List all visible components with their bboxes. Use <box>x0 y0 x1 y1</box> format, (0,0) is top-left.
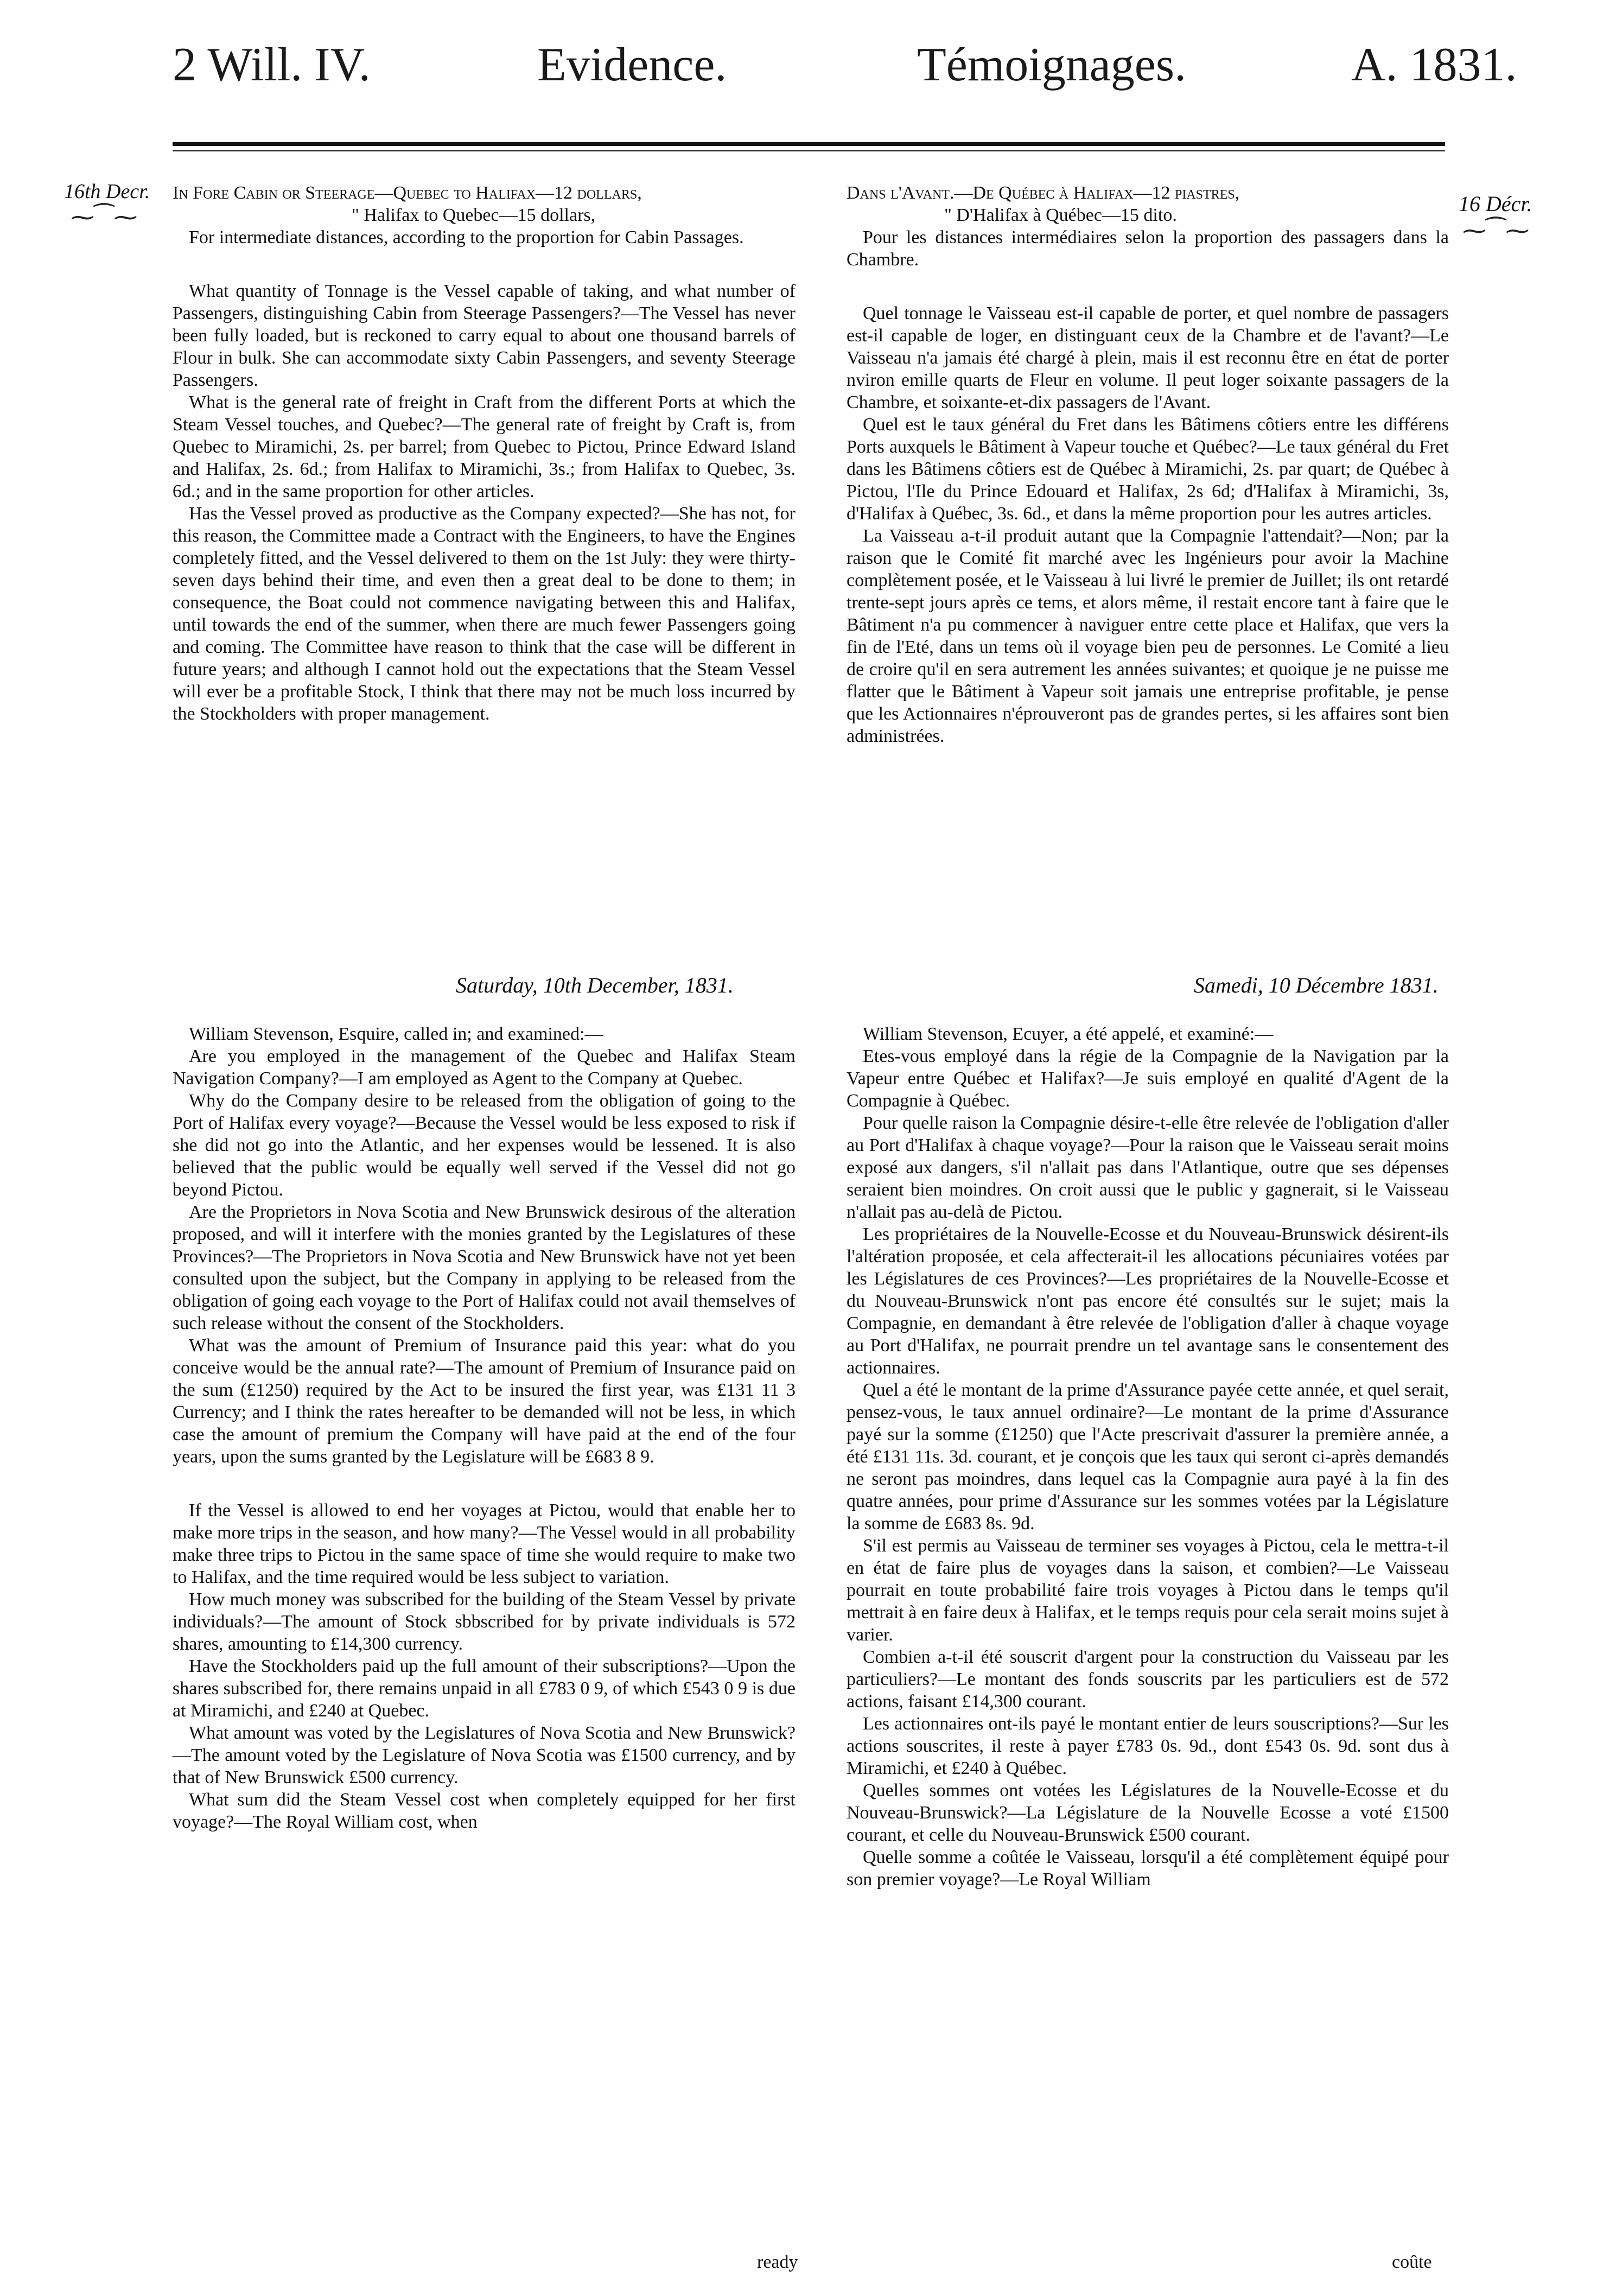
paragraph: What quantity of Tonnage is the Vessel capable of taking, and what number of Passengers, distinguishing Cabin from Steerage Passengers?—The Vessel has never been fully loaded, but is reckoned to carry equal to about one thousand barrels of Flour in bulk. She can accommodate sixty Cabin Passengers, and seventy Steerage Passengers. <box>173 281 796 390</box>
french-column-bottom <box>847 1023 1449 1891</box>
paragraph: Les actionnaires ont-ils payé le montant entier de leurs souscriptions?—Sur les actions souscrites, il reste à payer £783 0s. 9d., dont £543 0s. 9d. sont dus à Miramichi, et £240 à Québec. <box>847 1714 1449 1778</box>
date-heading-french: Samedi, 10 Décembre 1831. <box>1194 973 1439 997</box>
paragraph: Quel est le taux général du Fret dans les Bâtimens côtiers entre les différens Ports auxquels le Bâtiment à Vapeur touche et Québec?—Le taux général du Fret dans les Bâtimens côtiers est de Québec à Miramichi, 2s. par quart; de Québec à Pictou, l'Ile du Prince Edouard et Halifax, 2s 6d; d'Halifax à Miramichi, 3s, d'Halifax à Québec, 3s. 6d., et dans la même proportion pour les autres articles. <box>847 415 1449 524</box>
running-head-evidence: Evidence. <box>537 39 727 91</box>
fare-line: " Halifax to Quebec—15 dollars, <box>352 205 596 225</box>
paragraph: If the Vessel is allowed to end her voyages at Pictou, would that enable her to make more trips in the season, and how many?—The Vessel would in all probability make three trips to Pictou in the same space of time she would require to make two to Halifax, and the time required would be less subject to variation. <box>173 1500 796 1587</box>
witness-intro: William Stevenson, Esquire, called in; and examined:— <box>189 1024 603 1044</box>
paragraph: Are you employed in the management of the Quebec and Halifax Steam Navigation Company?—I am employed as Agent to the Company at Quebec. <box>173 1046 796 1089</box>
paragraph: What is the general rate of freight in Craft from the different Ports at which the Steam Vessel touches, and Quebec?—The general rate of freight by Craft is, from Quebec to Miramichi, 2s. per barrel; from Quebec to Pictou, Prince Edward Island and Halifax, 2s. 6d.; from Halifax to Miramichi, 3s.; from Halifax to Quebec, 3s. 6d.; and in the same proportion for other articles. <box>173 392 796 501</box>
flourish-ornament-right: ⁓⁀⁓ <box>1462 218 1530 244</box>
fare-line: Dans l'Avant.—De Québec à Halifax—12 piastres, <box>847 183 1240 203</box>
paragraph: Quel a été le montant de la prime d'Assurance payée cette année, et quel serait, pensez-vous, le taux annuel ordinaire?—Le montant de la prime d'Assurance payé sur la somme (£1250) que l'Acte prescrivait d'assurer la première année, a été £131 11s. 3d. courant, et je conçois que les taux qui seront ci-après demandés ne seront pas moindres, dans lequel cas la Compagnie aura payé à la fin des quatre années, pour prime d'Assurance sur les sommes votées par la Législature la somme de £683 8s. 9d. <box>847 1380 1449 1534</box>
paragraph: Les propriétaires de la Nouvelle-Ecosse et du Nouveau-Brunswick désirent-ils l'altération proposée, et cela affecterait-il les allocations pécuniaires votées par les Législatures de ces Provinces?—Les propriétaires de la Nouvelle-Ecosse et du Nouveau-Brunswick n'ont pas encore été consultés sur le sujet; mais la Compagnie, en demandant à être relevée de l'obligation d'aller à chaque voyage au Port d'Halifax, ne pourrait prendre un tel avantage sans le consentement des actionnaires. <box>847 1224 1449 1378</box>
margin-date-right: 16 Décr. <box>1459 192 1532 216</box>
paragraph: What amount was voted by the Legislatures of Nova Scotia and New Brunswick?—The amount voted by the Legislature of Nova Scotia was £1500 currency, and by that of New Brunswick £500 currency. <box>173 1723 796 1788</box>
catchword-english: ready <box>757 2252 798 2272</box>
paragraph: What sum did the Steam Vessel cost when completely equipped for her first voyage?—The Royal William cost, when <box>173 1790 796 1832</box>
paragraph: Pour quelle raison la Compagnie désire-t-elle être relevée de l'obligation d'aller au Port d'Halifax à chaque voyage?—Pour la raison que le Vaisseau serait moins exposé aux dangers, s'il n'allait pas dans l'Atlantique, outre que ses dépenses seraient bien moindres. On croit aussi que le public y gagnerait, si le Vaisseau n'allait pas au-delà de Pictou. <box>847 1113 1449 1222</box>
english-column-top <box>173 182 796 725</box>
paragraph: Etes-vous employé dans la régie de la Compagnie de la Navigation par la Vapeur entre Québec et Halifax?—Je suis employé en qualité d'Agent de la Compagnie à Québec. <box>847 1046 1449 1111</box>
margin-date-left: 16th Decr. <box>64 180 150 203</box>
paragraph: Why do the Company desire to be released from the obligation of going to the Port of Halifax every voyage?—Because the Vessel would be less exposed to risk if she did not go into the Atlantic, and her expenses would be lessened. It is also believed that the public would be equally well served if the Vessel did not go beyond Pictou. <box>173 1091 796 1200</box>
paragraph: Have the Stockholders paid up the full amount of their subscriptions?—Upon the shares subscribed for, there remains unpaid in all £783 0 9, of which £543 0 9 is due at Miramichi, and £240 at Quebec. <box>173 1656 796 1721</box>
paragraph: Quel tonnage le Vaisseau est-il capable de porter, et quel nombre de passagers est-il capable de loger, en distinguant ceux de la Chambre et de l'avant?—Le Vaisseau n'a jamais été chargé à plein, mais il est reconnu être en état de porter nviron emille quarts de Fleur en volume. Il peut loger soixante passagers de la Chambre, et soixante-et-dix passagers de l'Avant. <box>847 303 1449 412</box>
english-column-bottom <box>173 1023 796 1833</box>
fare-line: " D'Halifax à Québec—15 dito. <box>944 205 1177 225</box>
running-head-temoignages: Témoignages. <box>917 39 1187 91</box>
paragraph: How much money was subscribed for the building of the Steam Vessel by private individuals?—The amount of Stock sbbscribed for by private individuals is 572 shares, amounting to £14,300 currency. <box>173 1589 796 1654</box>
flourish-ornament-left: ⁓⁀⁓ <box>71 204 138 231</box>
header-rule-thick <box>173 142 1445 146</box>
date-heading-english: Saturday, 10th December, 1831. <box>456 973 734 997</box>
running-head-year: A. 1831. <box>1351 39 1517 91</box>
paragraph: Combien a-t-il été souscrit d'argent pour la construction du Vaisseau par les particuliers?—Le montant des fonds souscrits par les particuliers est de 572 actions, faisant £14,300 courant. <box>847 1647 1449 1712</box>
paragraph: Are the Proprietors in Nova Scotia and New Brunswick desirous of the alteration proposed, and will it interfere with the monies granted by the Legislatures of these Provinces?—The Proprietors in Nova Scotia and New Brunswick have not yet been consulted upon the subject, but the Company in applying to be released from the obligation of going each voyage to the Port of Halifax could not avail themselves of such release without the consent of the Stockholders. <box>173 1202 796 1333</box>
paragraph: S'il est permis au Vaisseau de terminer ses voyages à Pictou, cela le mettra-t-il en état de faire plus de voyages dans la saison, et combien?—Le Vaisseau pourrait en toute probabilité faire trois voyages à Pictou dans le temps qu'il mettrait à en faire deux à Halifax, et le temps requis pour cela serait moins sujet à varier. <box>847 1536 1449 1645</box>
running-head-session: 2 Will. IV. <box>173 39 371 91</box>
paragraph: Quelles sommes ont votées les Législatures de la Nouvelle-Ecosse et du Nouveau-Brunswick?—La Législature de la Nouvelle Ecosse a voté £1500 courant, et celle du Nouveau-Brunswick £500 courant. <box>847 1780 1449 1845</box>
paragraph: Pour les distances intermédiaires selon la proportion des passagers dans la Chambre. <box>847 227 1449 270</box>
fare-line: In Fore Cabin or Steerage—Quebec to Halifax—12 dollars, <box>173 183 642 203</box>
paragraph: For intermediate distances, according to the proportion for Cabin Passages. <box>189 227 744 247</box>
paragraph: What was the amount of Premium of Insurance paid this year: what do you conceive would be the annual rate?—The amount of Premium of Insurance paid on the sum (£1250) required by the Act to be insured the first year, was £131 11 3 Currency; and I think the rates hereafter to be demanded will not be less, in which case the amount of premium the Company will have paid at the end of the four years, upon the sums granted by the Legislature will be £683 8 9. <box>173 1335 796 1467</box>
header-rule-thin <box>173 150 1445 151</box>
catchword-french: coûte <box>1392 2252 1432 2272</box>
paragraph: La Vaisseau a-t-il produit autant que la Compagnie l'attendait?—Non; par la raison que le Comité fit marché avec les Ingénieurs pour avoir la Machine complètement posée, et le Vaisseau à lui livré le premier de Juillet; ils ont retardé trente-sept jours après ce tems, et alors même, il restait encore tant à faire que le Bâtiment n'a pu commencer à naviguer entre cette place et Halifax, que vers la fin de l'Eté, dans un tems où il voyage bien peu de personnes. Le Comité a lieu de croire qu'il en sera autrement les années suivantes; et quoique je ne puisse me flatter que le Bâtiment à Vapeur soit jamais une entreprise profitable, je pense que les Actionnaires n'éprouveront pas de grandes pertes, si les affaires sont bien administrées. <box>847 526 1449 746</box>
french-column-top <box>847 182 1449 747</box>
witness-intro: William Stevenson, Ecuyer, a été appelé, et examiné:— <box>863 1024 1274 1044</box>
paragraph: Quelle somme a coûtée le Vaisseau, lorsqu'il a été complètement équipé pour son premier voyage?—Le Royal William <box>847 1847 1449 1890</box>
paragraph: Has the Vessel proved as productive as the Company expected?—She has not, for this reason, the Committee made a Contract with the Engineers, to have the Engines completely fitted, and the Vessel delivered to them on the 1st July: they were thirty-seven days behind their time, and even then a great deal to be done to them; in consequence, the Boat could not commence navigating between this and Halifax, until towards the end of the summer, when there are much fewer Passengers going and coming. The Committee have reason to think that the case will be different in future years; and although I cannot hold out the expectations that the Steam Vessel will ever be a profitable Stock, I think that there may not be much loss incurred by the Stockholders with proper management. <box>173 504 796 724</box>
